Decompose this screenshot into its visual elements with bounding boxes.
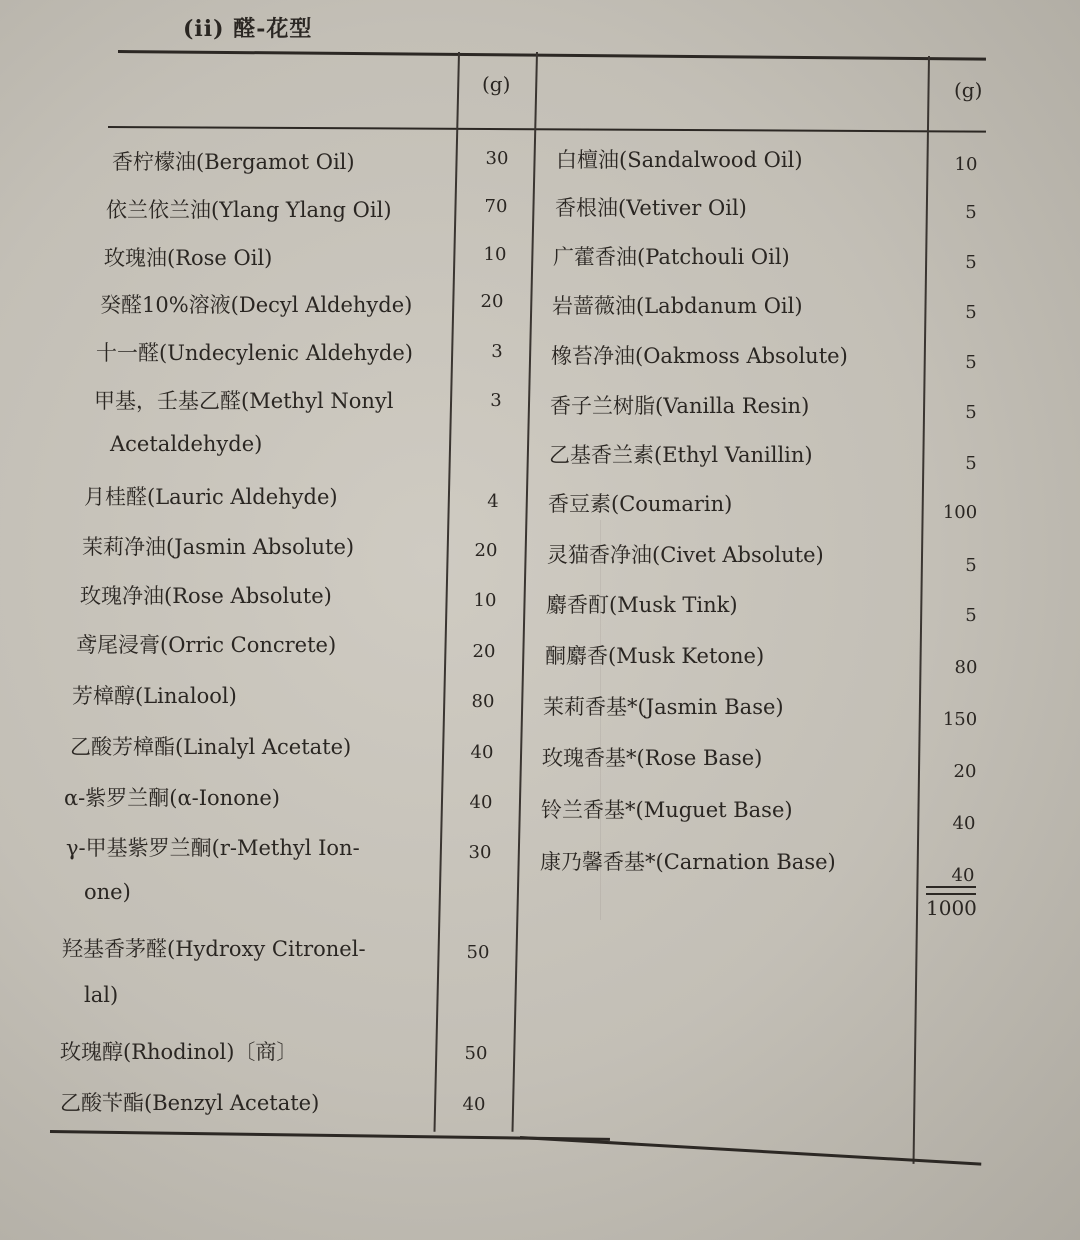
left-item-name: 香柠檬油(Bergamot Oil): [112, 150, 355, 174]
right-item-name: 广藿香油(Patchouli Oil): [553, 245, 790, 269]
left-item-value: 10: [473, 590, 497, 611]
left-item-value: 3: [490, 390, 502, 411]
left-item-value: 3: [491, 341, 503, 362]
left-item-value: 20: [474, 540, 498, 561]
right-item-name: 玫瑰香基*(Rose Base): [542, 746, 763, 770]
right-item-value: 5: [965, 555, 977, 576]
right-item-value: 150: [942, 709, 978, 730]
left-item-name: 十一醛(Undecylenic Aldehyde): [96, 341, 413, 365]
left-item-value: 40: [469, 792, 493, 813]
left-item-name-cont: Acetaldehyde): [110, 432, 263, 456]
top-rule: [118, 50, 986, 61]
left-item-value: 20: [480, 291, 504, 312]
left-item-value: 40: [470, 742, 494, 763]
right-item-name: 康乃馨香基*(Carnation Base): [540, 850, 836, 874]
header-rule: [108, 126, 986, 133]
left-item-value: 50: [464, 1043, 488, 1064]
unit-right: (g): [954, 78, 983, 102]
right-item-value: 5: [965, 605, 977, 626]
right-item-name: 香豆素(Coumarin): [548, 492, 733, 516]
divider-right-values: [913, 56, 930, 1164]
right-item-name: 香根油(Vetiver Oil): [555, 196, 747, 220]
right-item-value: 100: [942, 502, 978, 523]
right-item-name: 灵猫香净油(Civet Absolute): [547, 543, 824, 567]
left-item-value: 80: [471, 691, 495, 712]
right-item-value: 5: [965, 402, 977, 423]
left-item-name: 乙酸芳樟酯(Linalyl Acetate): [70, 735, 352, 759]
right-item-name: 酮麝香(Musk Ketone): [545, 644, 765, 668]
left-item-name: γ-甲基紫罗兰酮(r-Methyl Ion-: [66, 836, 360, 860]
divider-left-values: [433, 52, 460, 1132]
left-item-name: 依兰依兰油(Ylang Ylang Oil): [106, 198, 392, 222]
left-item-name: 甲基，壬基乙醛(Methyl Nonyl: [94, 389, 394, 413]
right-item-name: 白檀油(Sandalwood Oil): [556, 148, 803, 172]
left-item-value: 20: [472, 641, 496, 662]
right-item-name: 橡苔净油(Oakmoss Absolute): [551, 344, 848, 368]
right-item-value: 5: [965, 352, 977, 373]
left-item-name: α-紫罗兰酮(α-Ionone): [64, 786, 280, 810]
right-item-value: 10: [954, 154, 978, 175]
right-item-value: 5: [965, 302, 977, 323]
left-item-name: 玫瑰净油(Rose Absolute): [80, 584, 332, 608]
left-item-name: 羟基香茅醛(Hydroxy Citronel-: [62, 937, 366, 961]
right-item-name: 岩蔷薇油(Labdanum Oil): [552, 294, 803, 318]
left-item-name: 乙酸苄酯(Benzyl Acetate): [60, 1091, 320, 1115]
left-item-name-cont: one): [84, 880, 131, 904]
left-item-name: 鸢尾浸膏(Orric Concrete): [76, 633, 337, 657]
total-double-rule: [926, 886, 976, 895]
right-item-name: 乙基香兰素(Ethyl Vanillin): [549, 443, 813, 467]
left-item-value: 40: [462, 1094, 486, 1115]
left-item-value: 70: [484, 196, 508, 217]
right-item-name: 香子兰树脂(Vanilla Resin): [550, 394, 810, 418]
left-item-value: 30: [468, 842, 492, 863]
left-item-name: 玫瑰醇(Rhodinol)〔商〕: [60, 1040, 298, 1064]
right-item-value: 40: [952, 813, 976, 834]
left-item-name-cont: lal): [84, 983, 119, 1007]
left-item-value: 50: [466, 942, 490, 963]
right-item-value: 20: [953, 761, 977, 782]
right-item-value: 5: [965, 252, 977, 273]
right-item-name: 铃兰香基*(Muguet Base): [541, 798, 793, 822]
total-value: 1000: [926, 896, 977, 920]
left-item-value: 4: [487, 491, 499, 512]
right-item-value: 40: [951, 865, 975, 886]
right-item-name: 麝香酊(Musk Tink): [546, 593, 738, 617]
left-item-name: 茉莉净油(Jasmin Absolute): [82, 535, 355, 559]
left-item-name: 癸醛10%溶液(Decyl Aldehyde): [100, 293, 413, 317]
left-item-name: 玫瑰油(Rose Oil): [104, 246, 273, 270]
left-item-value: 30: [485, 148, 509, 169]
unit-left: (g): [482, 72, 511, 96]
left-item-name: 月桂醛(Lauric Aldehyde): [84, 485, 338, 509]
right-item-value: 80: [954, 657, 978, 678]
right-item-value: 5: [965, 202, 977, 223]
right-item-name: 茉莉香基*(Jasmin Base): [543, 695, 784, 719]
section-title: (ii) 醛-花型: [183, 16, 313, 42]
left-item-name: 芳樟醇(Linalool): [72, 684, 237, 708]
right-item-value: 5: [965, 453, 977, 474]
left-item-value: 10: [483, 244, 507, 265]
